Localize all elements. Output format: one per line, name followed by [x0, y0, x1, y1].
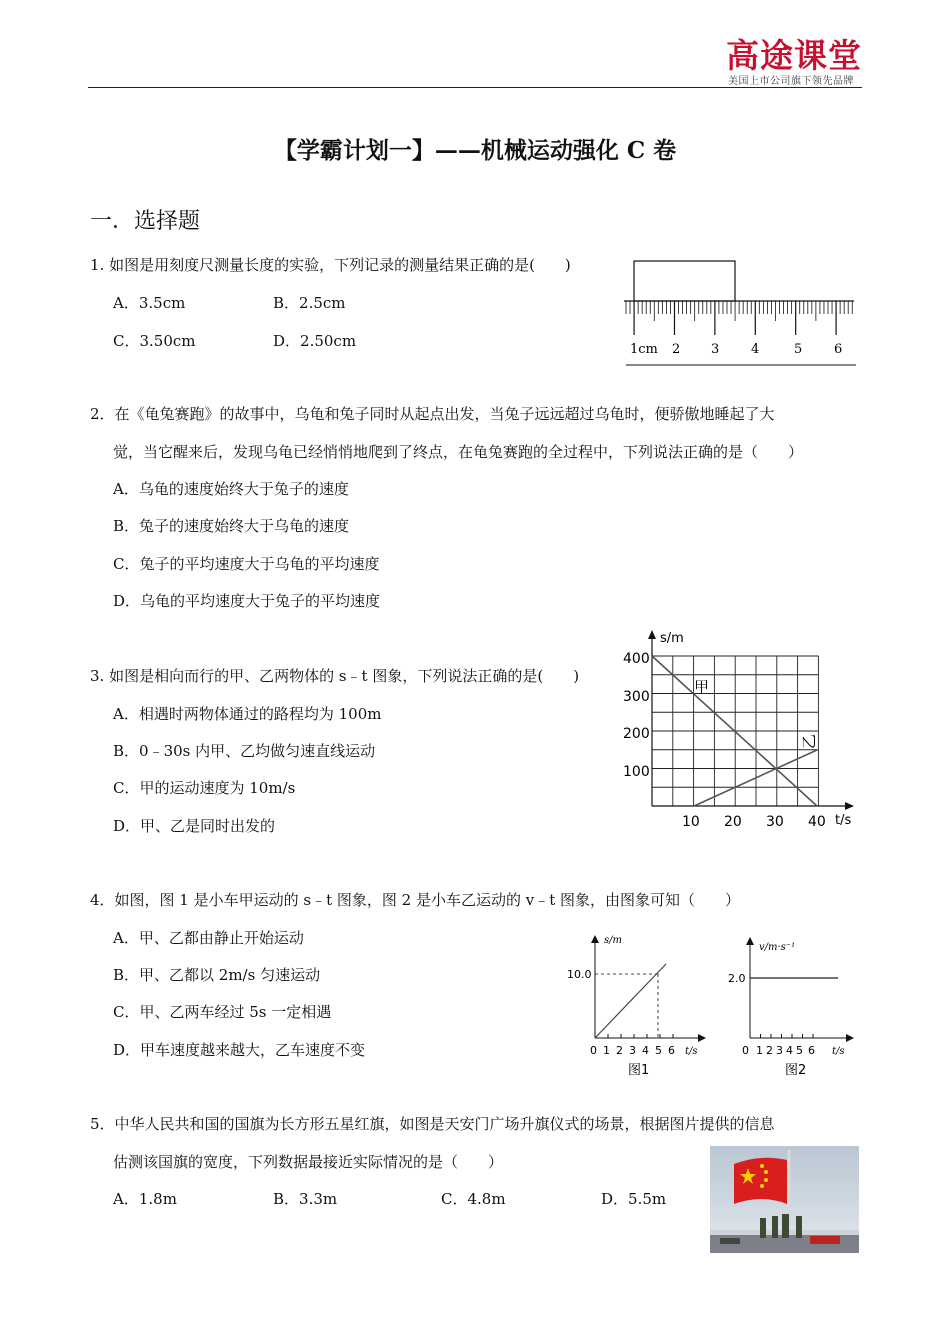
ruler-label-6: 6: [834, 342, 843, 357]
fig2-x-tick-0: 0: [742, 1044, 749, 1057]
q4-option-a: A．甲、乙都由静止开始运动: [113, 929, 304, 947]
q3-option-c: C．甲的运动速度为 10m/s: [113, 779, 296, 797]
flag-small-star-icon: [764, 1178, 768, 1182]
ruler-ticks: [626, 301, 852, 335]
q3-label-jia: 甲: [694, 678, 710, 696]
ruler-label-5: 5: [794, 342, 803, 357]
q3-x-tick-30: 30: [766, 814, 784, 830]
fig2-x-tick-5: 5: [796, 1044, 803, 1057]
flag-raising-photo: [710, 1146, 859, 1253]
q5-option-c: C．4.8m: [441, 1190, 506, 1208]
q5-option-b: B．3.3m: [273, 1190, 338, 1208]
fig1-ticks: [608, 1034, 673, 1038]
photo-crowd: [720, 1238, 740, 1244]
q4-fig1-chart: [562, 928, 712, 1080]
q1-option-a: A．3.5cm: [113, 294, 186, 312]
q3-y-tick-400: 400: [623, 651, 650, 667]
fig2-x-tick-6: 6: [808, 1044, 815, 1057]
q3-label-yi: 乙: [800, 733, 818, 749]
q3-x-arrow-icon: [845, 802, 854, 810]
q1-text: 1. 如图是用刻度尺测量长度的实验，下列记录的测量结果正确的是( ): [90, 256, 571, 274]
q4-fig2-chart: [718, 928, 862, 1080]
q1-option-c: C．3.50cm: [113, 332, 196, 350]
q3-option-d: D．甲、乙是同时出发的: [113, 817, 276, 835]
q3-y-arrow-icon: [648, 630, 656, 639]
q4-text: 4．如图，图 1 是小车甲运动的 s﹣t 图象，图 2 是小车乙运动的 v﹣t 图象，由图象可知（ ）: [90, 891, 741, 909]
fig1-x-tick-5: 5: [655, 1044, 662, 1057]
q5-option-a: A．1.8m: [113, 1190, 177, 1208]
flag-small-star-icon: [760, 1184, 764, 1188]
q4-option-b: B．甲、乙都以 2m/s 匀速运动: [113, 966, 321, 984]
fig1-x-tick-6: 6: [668, 1044, 675, 1057]
fig1-y-arrow-icon: [591, 935, 599, 943]
q3-y-tick-300: 300: [623, 689, 650, 705]
fig1-x-tick-4: 4: [642, 1044, 649, 1057]
photo-guard: [772, 1216, 778, 1238]
q4-option-d: D．甲车速度越来越大，乙车速度不变: [113, 1041, 366, 1059]
page-title: 【学霸计划一】——机械运动强化 C 卷: [273, 137, 677, 164]
q2-text-line2: 觉，当它醒来后，发现乌龟已经悄悄地爬到了终点，在龟兔赛跑的全过程中，下列说法正确的是（ ）: [113, 443, 804, 461]
header-divider: [88, 87, 862, 88]
q3-y-tick-100: 100: [623, 764, 650, 780]
fig1-x-tick-1: 1: [603, 1044, 610, 1057]
fig1-y-value: 10.0: [567, 968, 592, 981]
fig2-caption: 图2: [785, 1063, 807, 1078]
fig2-x-arrow-icon: [846, 1034, 854, 1042]
q4-option-c: C．甲、乙两车经过 5s 一定相遇: [113, 1003, 332, 1021]
fig2-x-tick-3: 3: [776, 1044, 783, 1057]
flag-small-star-icon: [760, 1164, 764, 1168]
q5-option-d: D．5.5m: [601, 1190, 667, 1208]
fig1-x-tick-0: 0: [590, 1044, 597, 1057]
fig2-x-tick-2: 2: [766, 1044, 773, 1057]
photo-guard: [760, 1218, 766, 1238]
q3-x-axis-label: t/s: [835, 813, 852, 828]
fig2-y-arrow-icon: [746, 937, 754, 945]
q3-st-chart: [616, 624, 862, 834]
q2-option-a: A．乌龟的速度始终大于兔子的速度: [113, 480, 349, 498]
q3-option-b: B．0﹣30s 内甲、乙均做匀速直线运动: [113, 742, 376, 760]
ruler-label-1cm: 1cm: [630, 342, 658, 357]
fig1-y-label: s/m: [604, 935, 622, 946]
q3-series-yi: [694, 750, 817, 806]
fig1-series-line: [595, 964, 666, 1038]
ruler-label-4: 4: [751, 342, 760, 357]
q3-y-axis-label: s/m: [660, 631, 684, 646]
fig1-x-tick-2: 2: [616, 1044, 623, 1057]
photo-red-banner: [810, 1236, 840, 1244]
q3-x-tick-40: 40: [808, 814, 826, 830]
q3-x-tick-20: 20: [724, 814, 742, 830]
fig1-caption: 图1: [628, 1063, 650, 1078]
fig2-y-label: v/m·s⁻¹: [759, 942, 796, 953]
fig2-x-label: t/s: [832, 1046, 845, 1057]
fig2-ticks: [761, 1034, 814, 1038]
q1-option-d: D．2.50cm: [273, 332, 357, 350]
photo-guard: [796, 1216, 802, 1238]
fig2-x-tick-4: 4: [786, 1044, 793, 1057]
photo-guard: [782, 1214, 789, 1238]
q2-option-b: B．兔子的速度始终大于乌龟的速度: [113, 517, 350, 535]
q2-option-d: D．乌龟的平均速度大于兔子的平均速度: [113, 592, 381, 610]
q5-text-line2: 估测该国旗的宽度，下列数据最接近实际情况的是（ ）: [113, 1153, 504, 1171]
q3-text: 3. 如图是相向而行的甲、乙两物体的 s﹣t 图象，下列说法正确的是( ): [90, 667, 580, 685]
fig1-x-label: t/s: [685, 1046, 698, 1057]
measured-block: [634, 261, 735, 301]
ruler-label-3: 3: [711, 342, 720, 357]
fig1-x-tick-3: 3: [629, 1044, 636, 1057]
section-heading: 一．选择题: [90, 209, 201, 234]
q3-y-tick-200: 200: [623, 726, 650, 742]
q2-option-c: C．兔子的平均速度大于乌龟的平均速度: [113, 555, 380, 573]
q2-text-line1: 2．在《龟兔赛跑》的故事中，乌龟和兔子同时从起点出发，当兔子远远超过乌龟时，便骄傲地睡起了大: [90, 405, 775, 423]
brand-tagline: 美国上市公司旗下领先品牌: [728, 76, 854, 87]
fig2-y-value: 2.0: [728, 972, 746, 985]
brand-logo: 高途课堂: [726, 36, 862, 75]
fig1-x-arrow-icon: [698, 1034, 706, 1042]
ruler-figure: [618, 256, 862, 372]
q1-option-b: B．2.5cm: [273, 294, 346, 312]
fig2-x-tick-1: 1: [756, 1044, 763, 1057]
q3-x-tick-10: 10: [682, 814, 700, 830]
q5-text-line1: 5．中华人民共和国的国旗为长方形五星红旗，如图是天安门广场升旗仪式的场景，根据图片提供的信息: [90, 1115, 775, 1133]
flag-small-star-icon: [764, 1170, 768, 1174]
ruler-label-2: 2: [672, 342, 681, 357]
q3-option-a: A．相遇时两物体通过的路程均为 100m: [113, 705, 382, 723]
